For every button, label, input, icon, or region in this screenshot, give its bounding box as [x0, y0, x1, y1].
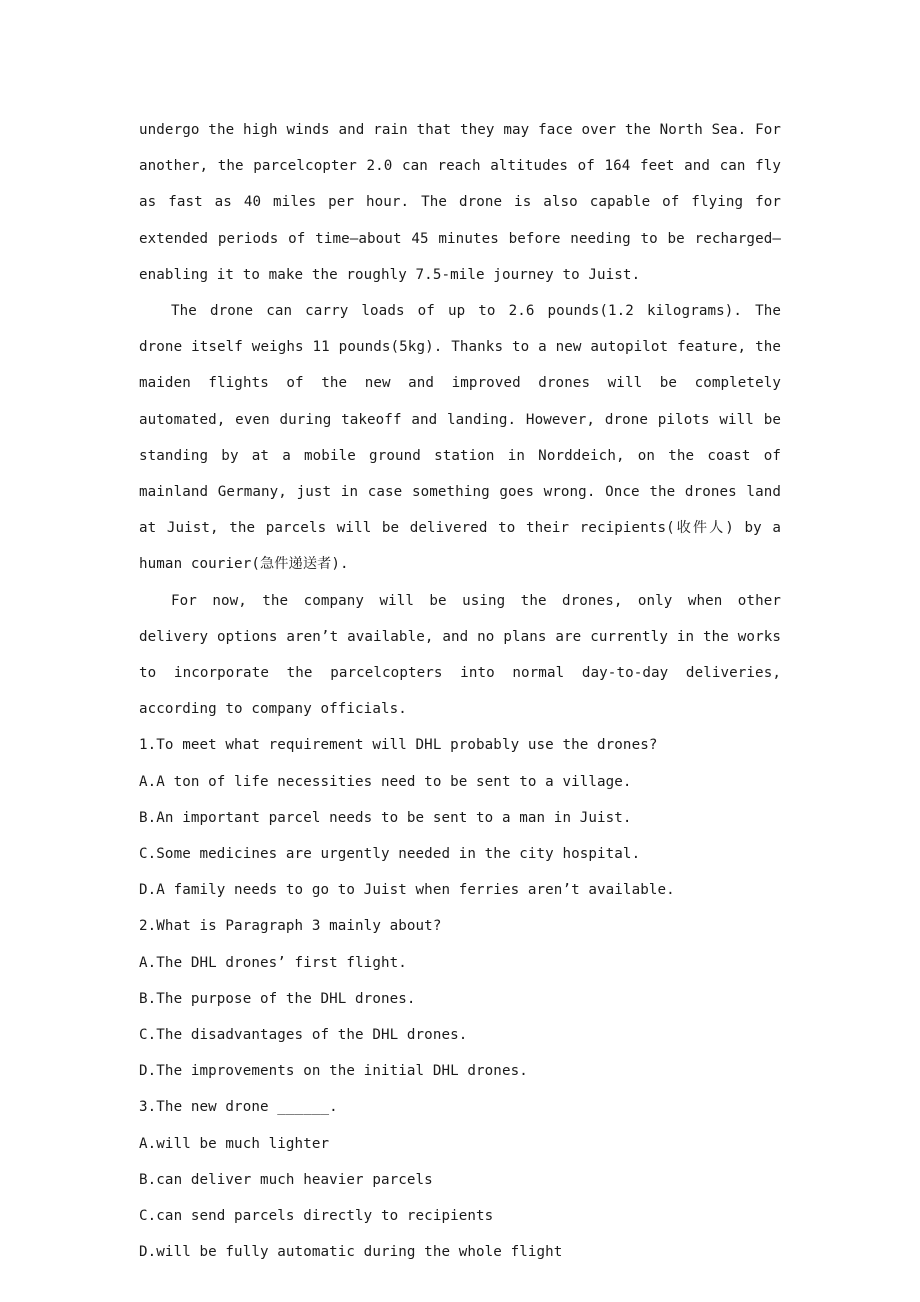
document-page — [139, 112, 781, 1271]
answer-option: A.The DHL drones’ first flight. — [139, 954, 407, 971]
question-stem: 2.What is Paragraph 3 mainly about? — [139, 918, 442, 935]
question-stem: 1.To meet what requirement will DHL probably use the drones? — [139, 737, 658, 754]
answer-option: A.will be much lighter — [139, 1135, 330, 1152]
answer-option: B.An important parcel needs to be sent to a man in Juist. — [139, 809, 632, 826]
passage-paragraph-1: undergo the high winds and rain that they may face over the North Sea. For another, the parcelcopter 2.0 can reach altitudes of 164 feet and can fly as fast as 40 miles per hour. The drone is also capable of flying for extended periods of time—about 45 minutes before needing to be recharged—enabling it to make the roughly 7.5-mile journey to Juist. — [139, 122, 781, 283]
answer-option: C.Some medicines are urgently needed in the city hospital. — [139, 846, 641, 863]
answer-option: B.can deliver much heavier parcels — [139, 1171, 433, 1188]
question-2 — [139, 908, 781, 1089]
question-3 — [139, 1089, 781, 1270]
answer-option: C.can send parcels directly to recipients — [139, 1208, 494, 1225]
question-1 — [139, 727, 781, 908]
question-stem: 3.The new drone ______. — [139, 1099, 338, 1116]
answer-option: D.will be fully automatic during the whole flight — [139, 1244, 563, 1261]
passage-paragraph-2: The drone can carry loads of up to 2.6 pounds(1.2 kilograms). The drone itself weighs 11 pounds(5kg). Thanks to a new autopilot feature, the maiden flights of the new and improved drones will be completely automated, even during takeoff and landing. However, drone pilots will be standing by at a mobile ground station in Norddeich, on the coast of mainland Germany, just in case something goes wrong. Once the drones land at Juist, the parcels will be delivered to their recipients(收件人) by a human courier(急件递送者). — [139, 303, 781, 573]
answer-option: A.A ton of life necessities need to be sent to a village. — [139, 773, 632, 790]
passage-paragraph-3: For now, the company will be using the drones, only when other delivery options aren’t available, and no plans are currently in the works to incorporate the parcelcopters into normal day-to-day deliveries, according to company officials. — [139, 592, 781, 718]
answer-option: D.The improvements on the initial DHL drones. — [139, 1063, 528, 1080]
answer-option: C.The disadvantages of the DHL drones. — [139, 1027, 468, 1044]
answer-option: B.The purpose of the DHL drones. — [139, 990, 416, 1007]
answer-option: D.A family needs to go to Juist when ferries aren’t available. — [139, 882, 675, 899]
